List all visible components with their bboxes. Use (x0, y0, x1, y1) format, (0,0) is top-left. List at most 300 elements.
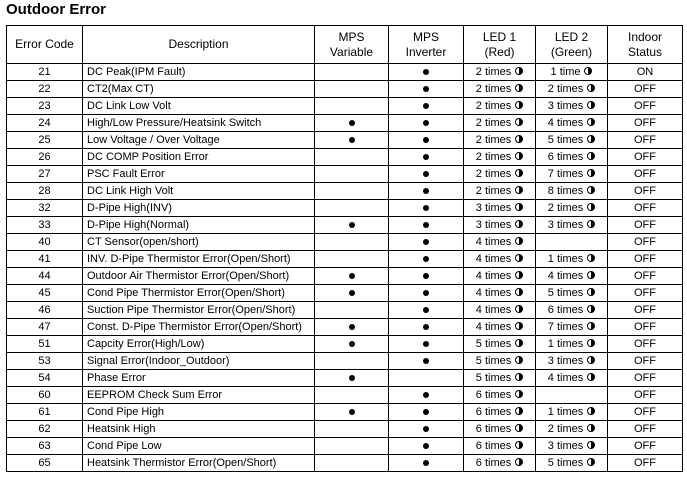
description-cell-text: Outdoor Air Thermistor Error(Open/Short) (87, 270, 290, 282)
led1-cell-text: 2 times (475, 151, 512, 163)
half-circle-icon (515, 101, 523, 109)
error-code-cell (7, 336, 83, 353)
bullet-icon (349, 222, 355, 228)
description-cell-text: Cond Pipe Thermistor Error(Open/Short) (87, 287, 285, 299)
error-code-cell-text: 53 (38, 355, 51, 367)
led2-cell (536, 183, 608, 200)
bullet-icon (423, 273, 429, 279)
description-cell-text: Low Voltage / Over Voltage (87, 134, 220, 146)
indoor-status-cell-text: OFF (634, 236, 656, 248)
mps-variable-cell (315, 115, 389, 132)
table-row (7, 64, 683, 81)
half-circle-icon (587, 101, 595, 109)
table-row (7, 404, 683, 421)
led2-cell (536, 370, 608, 387)
bullet-icon (349, 324, 355, 330)
description-cell (83, 64, 315, 81)
led1-cell-text: 3 times (475, 219, 512, 231)
led2-cell-text: 6 times (547, 304, 584, 316)
bullet-icon (423, 103, 429, 109)
table-row (7, 455, 683, 472)
table-row (7, 251, 683, 268)
header-led2-line1: LED 2 (554, 29, 589, 44)
bullet-icon (423, 460, 429, 466)
indoor-status-cell (608, 251, 683, 268)
description-cell (83, 200, 315, 217)
indoor-status-cell-text: ON (636, 66, 654, 78)
description-cell-text: Cond Pipe High (87, 406, 165, 418)
led2-cell (536, 251, 608, 268)
half-circle-icon (515, 118, 523, 126)
description-cell (83, 353, 315, 370)
indoor-status-cell (608, 421, 683, 438)
bullet-icon (423, 341, 429, 347)
led1-cell (464, 115, 536, 132)
bullet-icon (423, 137, 429, 143)
error-code-cell (7, 421, 83, 438)
bullet-icon (349, 273, 355, 279)
led2-cell (536, 438, 608, 455)
table-row (7, 387, 683, 404)
indoor-status-cell (608, 149, 683, 166)
error-code-cell-text: 25 (38, 134, 51, 146)
indoor-status-cell (608, 234, 683, 251)
error-code-cell (7, 217, 83, 234)
bullet-icon (423, 426, 429, 432)
error-code-cell (7, 234, 83, 251)
led2-cell-text: 2 times (547, 83, 584, 95)
led2-cell-text: 7 times (547, 321, 584, 333)
indoor-status-cell (608, 81, 683, 98)
indoor-status-cell (608, 64, 683, 81)
description-cell-text: Suction Pipe Thermistor Error(Open/Short) (87, 304, 296, 316)
description-cell-text: CT Sensor(open/short) (87, 236, 199, 248)
table-row (7, 132, 683, 149)
bullet-icon (423, 171, 429, 177)
mps-variable-cell (315, 319, 389, 336)
mps-inverter-cell (389, 268, 464, 285)
led1-cell-text: 4 times (475, 287, 512, 299)
led1-cell-text: 6 times (475, 457, 512, 469)
error-code-cell-text: 40 (38, 236, 51, 248)
description-cell-text: INV. D-Pipe Thermistor Error(Open/Short) (87, 253, 291, 265)
half-circle-icon (587, 271, 595, 279)
led2-cell-text: 3 times (547, 219, 584, 231)
indoor-status-cell (608, 353, 683, 370)
description-cell (83, 387, 315, 404)
table-row (7, 115, 683, 132)
led1-cell (464, 132, 536, 149)
mps-inverter-cell (389, 319, 464, 336)
mps-inverter-cell (389, 353, 464, 370)
mps-inverter-cell (389, 455, 464, 472)
half-circle-icon (587, 84, 595, 92)
error-code-cell (7, 353, 83, 370)
bullet-icon (349, 120, 355, 126)
indoor-status-cell (608, 370, 683, 387)
indoor-status-cell (608, 336, 683, 353)
half-circle-icon (515, 220, 523, 228)
description-cell (83, 319, 315, 336)
half-circle-icon (587, 152, 595, 160)
indoor-status-cell-text: OFF (634, 100, 656, 112)
led2-cell (536, 166, 608, 183)
header-led2-line2: (Green) (550, 44, 593, 59)
mps-variable-cell (315, 81, 389, 98)
indoor-status-cell-text: OFF (634, 168, 656, 180)
error-code-cell (7, 404, 83, 421)
page-title: Outdoor Error (6, 1, 106, 18)
indoor-status-cell (608, 268, 683, 285)
led2-cell (536, 200, 608, 217)
bullet-icon (423, 69, 429, 75)
mps-inverter-cell (389, 166, 464, 183)
bullet-icon (423, 239, 429, 245)
error-code-cell-text: 46 (38, 304, 51, 316)
indoor-status-cell (608, 387, 683, 404)
half-circle-icon (584, 67, 592, 75)
error-code-cell (7, 370, 83, 387)
indoor-status-cell (608, 183, 683, 200)
led2-cell-text: 6 times (547, 151, 584, 163)
half-circle-icon (587, 254, 595, 262)
error-code-cell (7, 285, 83, 302)
bullet-icon (349, 375, 355, 381)
led2-cell-text: 2 times (547, 202, 584, 214)
bullet-icon (423, 443, 429, 449)
led2-cell-text: 5 times (547, 287, 584, 299)
table-row (7, 336, 683, 353)
half-circle-icon (515, 152, 523, 160)
led2-cell (536, 115, 608, 132)
error-code-cell-text: 62 (38, 423, 51, 435)
outdoor-error-table (6, 25, 683, 472)
indoor-status-cell (608, 132, 683, 149)
error-code-cell (7, 132, 83, 149)
half-circle-icon (587, 220, 595, 228)
error-code-cell (7, 149, 83, 166)
description-cell-text: D-Pipe High(INV) (87, 202, 172, 214)
table-row (7, 234, 683, 251)
led1-cell-text: 4 times (475, 253, 512, 265)
bullet-icon (423, 290, 429, 296)
half-circle-icon (587, 458, 595, 466)
error-code-cell (7, 455, 83, 472)
error-code-cell-text: 51 (38, 338, 51, 350)
led1-cell-text: 2 times (475, 66, 512, 78)
mps-inverter-cell (389, 200, 464, 217)
led1-cell (464, 370, 536, 387)
indoor-status-cell-text: OFF (634, 202, 656, 214)
led2-cell (536, 353, 608, 370)
led1-cell-text: 6 times (475, 406, 512, 418)
table-row (7, 217, 683, 234)
led1-cell-text: 2 times (475, 168, 512, 180)
indoor-status-cell (608, 285, 683, 302)
description-cell (83, 217, 315, 234)
mps-variable-cell (315, 268, 389, 285)
description-cell (83, 404, 315, 421)
error-code-cell-text: 33 (38, 219, 51, 231)
mps-variable-cell (315, 353, 389, 370)
indoor-status-cell-text: OFF (634, 423, 656, 435)
led2-cell (536, 285, 608, 302)
led1-cell-text: 2 times (475, 134, 512, 146)
mps-variable-cell (315, 421, 389, 438)
half-circle-icon (515, 305, 523, 313)
description-cell (83, 421, 315, 438)
description-cell (83, 81, 315, 98)
led2-cell-text: 1 time (550, 66, 581, 78)
led1-cell (464, 387, 536, 404)
led1-cell-text: 5 times (475, 355, 512, 367)
indoor-status-cell-text: OFF (634, 440, 656, 452)
header-led1 (464, 26, 536, 64)
led2-cell-text: 4 times (547, 270, 584, 282)
half-circle-icon (515, 424, 523, 432)
error-code-cell (7, 319, 83, 336)
bullet-icon (349, 137, 355, 143)
indoor-status-cell-text: OFF (634, 83, 656, 95)
mps-inverter-cell (389, 183, 464, 200)
header-led1-line1: LED 1 (482, 29, 517, 44)
description-cell-text: DC Link Low Volt (87, 100, 171, 112)
led2-cell-text: 5 times (547, 134, 584, 146)
header-mps-inverter-line2: Inverter (405, 44, 447, 59)
mps-variable-cell (315, 387, 389, 404)
mps-variable-cell (315, 217, 389, 234)
half-circle-icon (587, 186, 595, 194)
led1-cell (464, 268, 536, 285)
description-cell-text: DC Link High Volt (87, 185, 174, 197)
led1-cell-text: 6 times (475, 389, 512, 401)
indoor-status-cell-text: OFF (634, 355, 656, 367)
table-row (7, 353, 683, 370)
indoor-status-cell-text: OFF (634, 270, 656, 282)
header-description: Description (83, 26, 315, 64)
error-code-cell (7, 268, 83, 285)
led1-cell (464, 302, 536, 319)
led1-cell (464, 251, 536, 268)
error-code-cell (7, 183, 83, 200)
error-code-cell (7, 115, 83, 132)
description-cell (83, 149, 315, 166)
led1-cell (464, 421, 536, 438)
table-row (7, 370, 683, 387)
led2-cell (536, 387, 608, 404)
bullet-icon (423, 324, 429, 330)
led2-cell (536, 421, 608, 438)
description-cell (83, 302, 315, 319)
led1-cell (464, 98, 536, 115)
indoor-status-cell (608, 200, 683, 217)
header-indoor-status-line2: Status (627, 44, 663, 59)
header-indoor-status (608, 26, 683, 64)
description-cell (83, 166, 315, 183)
error-code-cell-text: 61 (38, 406, 51, 418)
description-cell-text: CT2(Max CT) (87, 83, 154, 95)
half-circle-icon (515, 67, 523, 75)
error-code-cell-text: 63 (38, 440, 51, 452)
error-code-cell (7, 251, 83, 268)
led1-cell-text: 4 times (475, 270, 512, 282)
mps-inverter-cell (389, 387, 464, 404)
led2-cell-text: 3 times (547, 440, 584, 452)
mps-variable-cell (315, 404, 389, 421)
half-circle-icon (515, 254, 523, 262)
mps-inverter-cell (389, 234, 464, 251)
mps-variable-cell (315, 234, 389, 251)
led2-cell (536, 455, 608, 472)
description-cell-text: DC Peak(IPM Fault) (87, 66, 186, 78)
half-circle-icon (587, 322, 595, 330)
description-cell-text: High/Low Pressure/Heatsink Switch (87, 117, 262, 129)
mps-inverter-cell (389, 132, 464, 149)
description-cell (83, 370, 315, 387)
led1-cell-text: 4 times (475, 236, 512, 248)
led1-cell (464, 234, 536, 251)
bullet-icon (423, 86, 429, 92)
mps-variable-cell (315, 302, 389, 319)
led2-cell (536, 234, 608, 251)
header-mps-variable (315, 26, 389, 64)
led2-cell (536, 132, 608, 149)
table-row (7, 149, 683, 166)
led2-cell (536, 302, 608, 319)
mps-variable-cell (315, 166, 389, 183)
half-circle-icon (587, 169, 595, 177)
led2-cell-text: 3 times (547, 100, 584, 112)
half-circle-icon (515, 390, 523, 398)
table-row (7, 183, 683, 200)
mps-inverter-cell (389, 404, 464, 421)
half-circle-icon (587, 305, 595, 313)
indoor-status-cell (608, 319, 683, 336)
error-code-cell (7, 81, 83, 98)
led1-cell-text: 3 times (475, 202, 512, 214)
mps-variable-cell (315, 370, 389, 387)
mps-variable-cell (315, 64, 389, 81)
led2-cell (536, 217, 608, 234)
bullet-icon (423, 307, 429, 313)
bullet-icon (423, 358, 429, 364)
description-cell (83, 438, 315, 455)
header-row (7, 26, 683, 64)
half-circle-icon (515, 84, 523, 92)
led1-cell-text: 6 times (475, 440, 512, 452)
indoor-status-cell-text: OFF (634, 457, 656, 469)
led1-cell (464, 285, 536, 302)
indoor-status-cell (608, 98, 683, 115)
header-error-code: Error Code (7, 26, 83, 64)
error-code-cell (7, 302, 83, 319)
description-cell (83, 98, 315, 115)
header-mps-variable-line1: MPS (338, 29, 365, 44)
indoor-status-cell (608, 166, 683, 183)
indoor-status-cell-text: OFF (634, 134, 656, 146)
description-cell-text: DC COMP Position Error (87, 151, 209, 163)
mps-variable-cell (315, 455, 389, 472)
bullet-icon (423, 120, 429, 126)
indoor-status-cell-text: OFF (634, 321, 656, 333)
description-cell (83, 251, 315, 268)
table-row (7, 285, 683, 302)
description-cell-text: D-Pipe High(Normal) (87, 219, 190, 231)
table-row (7, 302, 683, 319)
indoor-status-cell-text: OFF (634, 219, 656, 231)
indoor-status-cell-text: OFF (634, 151, 656, 163)
indoor-status-cell (608, 115, 683, 132)
half-circle-icon (587, 407, 595, 415)
led2-cell-text: 1 times (547, 338, 584, 350)
led1-cell (464, 217, 536, 234)
led2-cell (536, 404, 608, 421)
led2-cell-text: 8 times (547, 185, 584, 197)
error-code-cell (7, 387, 83, 404)
indoor-status-cell-text: OFF (634, 253, 656, 265)
half-circle-icon (587, 339, 595, 347)
led1-cell (464, 81, 536, 98)
half-circle-icon (515, 322, 523, 330)
led2-cell (536, 81, 608, 98)
table-row (7, 319, 683, 336)
led2-cell (536, 268, 608, 285)
led2-cell-text: 1 times (547, 406, 584, 418)
error-code-cell (7, 64, 83, 81)
half-circle-icon (515, 203, 523, 211)
header-indoor-status-line1: Indoor (627, 29, 663, 44)
led1-cell (464, 166, 536, 183)
indoor-status-cell (608, 438, 683, 455)
half-circle-icon (515, 458, 523, 466)
bullet-icon (423, 205, 429, 211)
description-cell (83, 115, 315, 132)
mps-inverter-cell (389, 285, 464, 302)
mps-inverter-cell (389, 98, 464, 115)
half-circle-icon (515, 186, 523, 194)
mps-variable-cell (315, 98, 389, 115)
error-code-cell (7, 200, 83, 217)
mps-variable-cell (315, 336, 389, 353)
mps-variable-cell (315, 200, 389, 217)
header-mps-variable-line2: Variable (329, 44, 374, 59)
half-circle-icon (587, 118, 595, 126)
mps-inverter-cell (389, 336, 464, 353)
mps-inverter-cell (389, 115, 464, 132)
half-circle-icon (515, 169, 523, 177)
table-row (7, 438, 683, 455)
led1-cell (464, 64, 536, 81)
error-code-cell-text: 26 (38, 151, 51, 163)
description-cell (83, 336, 315, 353)
led2-cell (536, 336, 608, 353)
half-circle-icon (515, 339, 523, 347)
led2-cell-text: 1 times (547, 253, 584, 265)
half-circle-icon (587, 356, 595, 364)
error-code-cell-text: 28 (38, 185, 51, 197)
led2-cell-text: 5 times (547, 457, 584, 469)
description-cell (83, 132, 315, 149)
half-circle-icon (515, 356, 523, 364)
led1-cell (464, 353, 536, 370)
error-code-cell-text: 54 (38, 372, 51, 384)
led1-cell (464, 149, 536, 166)
header-mps-inverter (389, 26, 464, 64)
led2-cell-text: 3 times (547, 355, 584, 367)
error-code-cell-text: 45 (38, 287, 51, 299)
error-code-cell-text: 41 (38, 253, 51, 265)
mps-inverter-cell (389, 421, 464, 438)
